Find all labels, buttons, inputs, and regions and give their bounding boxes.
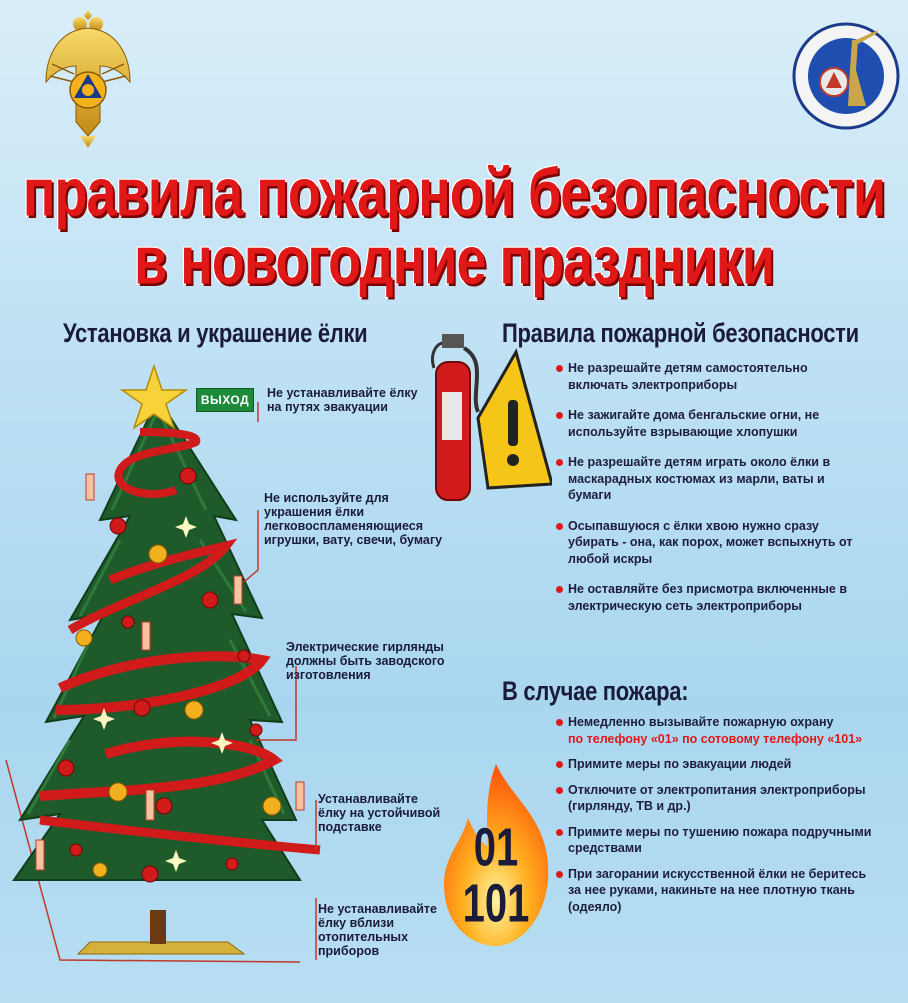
fire-extinguisher-warning-illustration bbox=[424, 322, 552, 502]
fire-action-text: Немедленно вызывайте пожарную охрану bbox=[568, 715, 834, 729]
mchs-eagle-emblem bbox=[40, 4, 136, 152]
fire-actions-list bbox=[554, 714, 874, 924]
regional-mchs-emblem bbox=[792, 10, 900, 140]
christmas-tree-illustration bbox=[0, 350, 330, 980]
fire-action-item: При загорании искусственной ёлки не беритесь за нее руками, накиньте на нее плотную ткань (одеяло) bbox=[554, 866, 874, 916]
tree-note-stand: Устанавливайте ёлку на устойчивой подставке bbox=[318, 792, 441, 834]
fire-section-heading: В случае пожара: bbox=[502, 676, 689, 706]
poster-title-line-1: правила пожарной безопасности bbox=[22, 155, 886, 231]
fire-action-item: Примите меры по эвакуации людей bbox=[554, 756, 874, 773]
fire-action-item: Отключите от электропитания электроприборы (гирлянду, ТВ и др.) bbox=[554, 782, 874, 815]
rule-item: Не разрешайте детям играть около ёлки в маскарадных костюмах из марли, ваты и бумаги bbox=[554, 454, 854, 504]
poster-title-line-2: в новогодние праздники bbox=[134, 223, 774, 299]
tree-note-decorations: Не используйте для украшения ёлки легковоспламеняющиеся игрушки, вату, свечи, бумагу bbox=[264, 491, 443, 547]
fire-action-item: Примите меры по тушению пожара подручными средствами bbox=[554, 824, 874, 857]
rule-item: Не разрешайте детям самостоятельно включать электроприборы bbox=[554, 360, 854, 393]
fire-action-item bbox=[554, 714, 874, 747]
emergency-phone-101: 101 bbox=[462, 874, 530, 934]
rules-section-heading: Правила пожарной безопасности bbox=[502, 318, 859, 348]
rule-item: Не оставляйте без присмотра включенные в электрическую сеть электроприборы bbox=[554, 581, 854, 614]
tree-note-garlands: Электрические гирлянды должны быть заводского изготовления bbox=[286, 640, 445, 682]
fire-safety-rules-list bbox=[554, 360, 854, 628]
rule-item: Не зажигайте дома бенгальские огни, не используйте взрывающие хлопушки bbox=[554, 407, 854, 440]
tree-section-heading: Установка и украшение ёлки bbox=[63, 318, 368, 348]
fire-action-phone-note: по телефону «01» по сотовому телефону «101» bbox=[568, 731, 863, 746]
emergency-phone-01: 01 bbox=[473, 818, 519, 878]
tree-note-evacuation: Не устанавливайте ёлку на путях эвакуации bbox=[267, 386, 418, 414]
exit-sign: ВЫХОД bbox=[196, 388, 254, 412]
tree-note-heating: Не устанавливайте ёлку вблизи отопительных приборов bbox=[318, 902, 437, 958]
rule-item: Осыпавшуюся с ёлки хвою нужно сразу убирать - она, как порох, может вспыхнуть от любой искры bbox=[554, 518, 854, 568]
